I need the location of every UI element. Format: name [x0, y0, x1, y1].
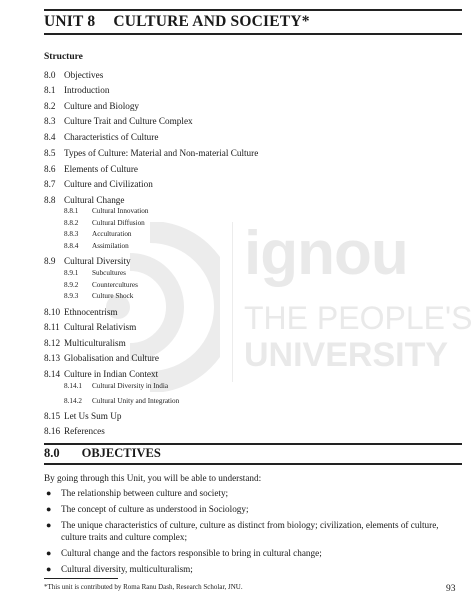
watermark-line2: UNIVERSITY	[244, 336, 449, 374]
bullet-icon: ●	[46, 520, 52, 530]
section-top-rule	[44, 443, 462, 445]
footnote-rule	[44, 578, 118, 579]
bullet-icon: ●	[46, 504, 52, 514]
section-heading	[44, 446, 161, 461]
structure-label: Structure	[44, 52, 83, 62]
objectives-intro: By going through this Unit, you will be able to understand:	[44, 473, 262, 483]
page-number: 93	[446, 584, 456, 594]
section-bottom-rule	[44, 463, 462, 465]
footnote: *This unit is contributed by Roma Ranu Dash, Research Scholar, JNU.	[44, 583, 243, 591]
header-top-rule	[44, 9, 462, 11]
header-bottom-rule	[44, 33, 462, 35]
unit-number: UNIT 8	[44, 13, 96, 30]
section-title: OBJECTIVES	[81, 446, 161, 460]
unit-title: CULTURE AND SOCIETY*	[113, 13, 310, 30]
unit-heading	[44, 13, 310, 31]
bullet-icon: ●	[46, 488, 52, 498]
section-number: 8.0	[44, 446, 60, 460]
bullet-icon: ●	[46, 548, 52, 558]
bullet-icon: ●	[46, 564, 52, 574]
watermark-divider	[232, 222, 233, 382]
watermark-line1: THE PEOPLE'S	[244, 300, 473, 336]
watermark-brand: ignou	[244, 219, 408, 288]
